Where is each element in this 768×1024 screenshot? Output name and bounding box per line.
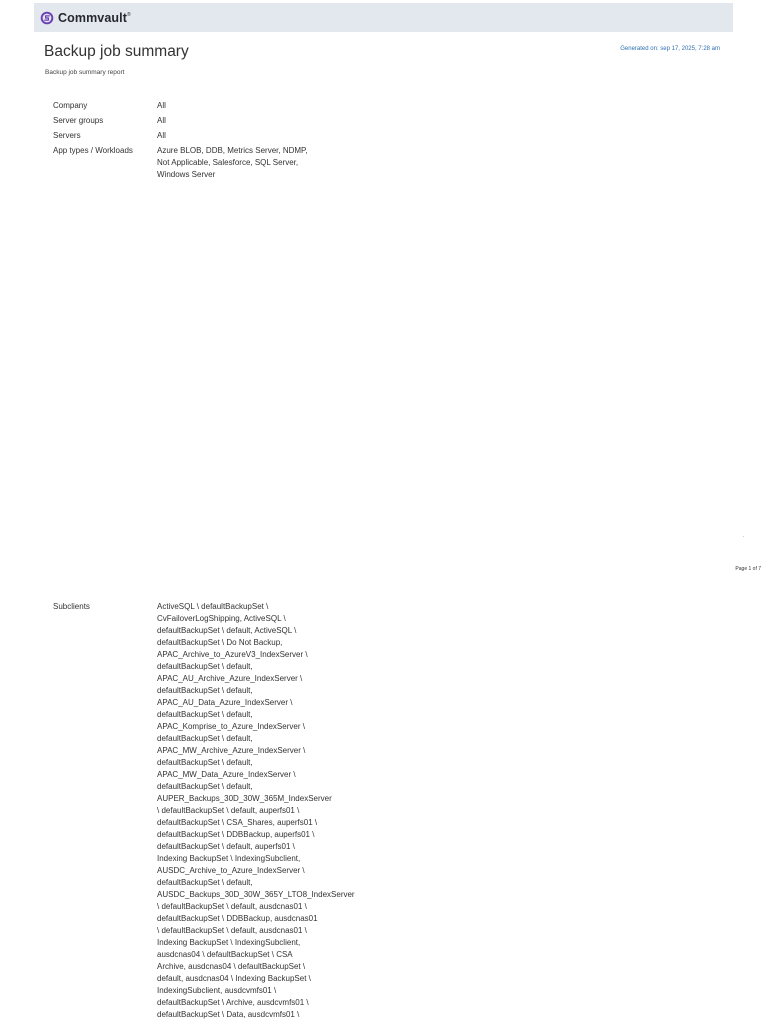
generated-timestamp: Generated on: sep 17, 2025, 7:28 am: [620, 46, 720, 52]
report-parameters: [53, 100, 373, 184]
parameter-label: Company: [53, 101, 88, 110]
parameter-label: Servers: [53, 131, 81, 140]
page-number: Page 1 of 7: [735, 566, 761, 572]
commvault-logo-icon: [40, 11, 54, 25]
parameter-value: All: [157, 131, 166, 140]
page-mark: [743, 536, 744, 537]
brand-trademark: ®: [126, 11, 131, 18]
page-title: Backup job summary: [44, 43, 189, 60]
report-subtitle: Backup job summary report: [45, 69, 125, 76]
report-header-bar: [34, 3, 733, 32]
parameter-row-app-types: [53, 145, 373, 181]
brand-name: [58, 11, 131, 25]
parameter-row-server-groups: [53, 115, 373, 127]
parameter-value: All: [157, 101, 166, 110]
brand-name-text: Commvault: [58, 10, 127, 25]
parameter-label: Subclients: [53, 602, 90, 611]
parameter-label: Server groups: [53, 116, 104, 125]
parameter-row-subclients: [53, 601, 383, 1021]
parameter-value: ActiveSQL \ defaultBackupSet \ CvFailoverLogShipping, ActiveSQL \ defaultBackupSet \ default, ActiveSQL \ defaultBackupSet \ Do Not Backup, APAC_Archive_to_AzureV3_IndexServer \ defaultBackupSet \ default, APAC_AU_Archive_Azure_IndexServer \ defaultBackupSet \ default, APAC_AU_Data_Azure_IndexServer \ defaultBackupSet \ default, APAC_Komprise_to_Azure_IndexServer \ defaultBackupSet \ default, APAC_MW_Archive_Azure_IndexServer \ defaultBackupSet \ default, APAC_MW_Data_Azure_IndexServer \ defaultBackupSet \ default, AUPER_Backups_30D_30W_365M_IndexServer \ defaultBackupSet \ default, auperfs01 \ defaultBackupSet \ CSA_Shares, auperfs01 \ defaultBackupSet \ DDBBackup, auperfs01 \ defaultBackupSet \ default, auperfs01 \ Indexing BackupSet \ IndexingSubclient, AUSDC_Archive_to_Azure_IndexServer \ defaultBackupSet \ default, AUSDC_Backups_30D_30W_365Y_LTO8_IndexServer \ defaultBackupSet \ default, ausdcnas01 \ defaultBackupSet \ DDBBackup, ausdcnas01 \ defaultBackupSet \ default, ausdcnas01 \ Indexing BackupSet \ IndexingSubclient, ausdcnas04 \ defaultBackupSet \ CSA Archive, ausdcnas04 \ defaultBackupSet \ default, ausdcnas04 \ Indexing BackupSet \ IndexingSubclient, ausdcvmfs01 \ defaultBackupSet \ Archive, ausdcvmfs01 \ defaultBackupSet \ Data, ausdcvmfs01 \: [157, 602, 355, 1019]
parameter-label: App types / Workloads: [53, 146, 133, 155]
parameter-row-servers: [53, 130, 373, 142]
parameter-value: Azure BLOB, DDB, Metrics Server, NDMP, Not Applicable, Salesforce, SQL Server, Windows Server: [157, 146, 308, 179]
parameter-value: All: [157, 116, 166, 125]
parameter-row-company: [53, 100, 373, 112]
commvault-logo[interactable]: [40, 11, 131, 25]
